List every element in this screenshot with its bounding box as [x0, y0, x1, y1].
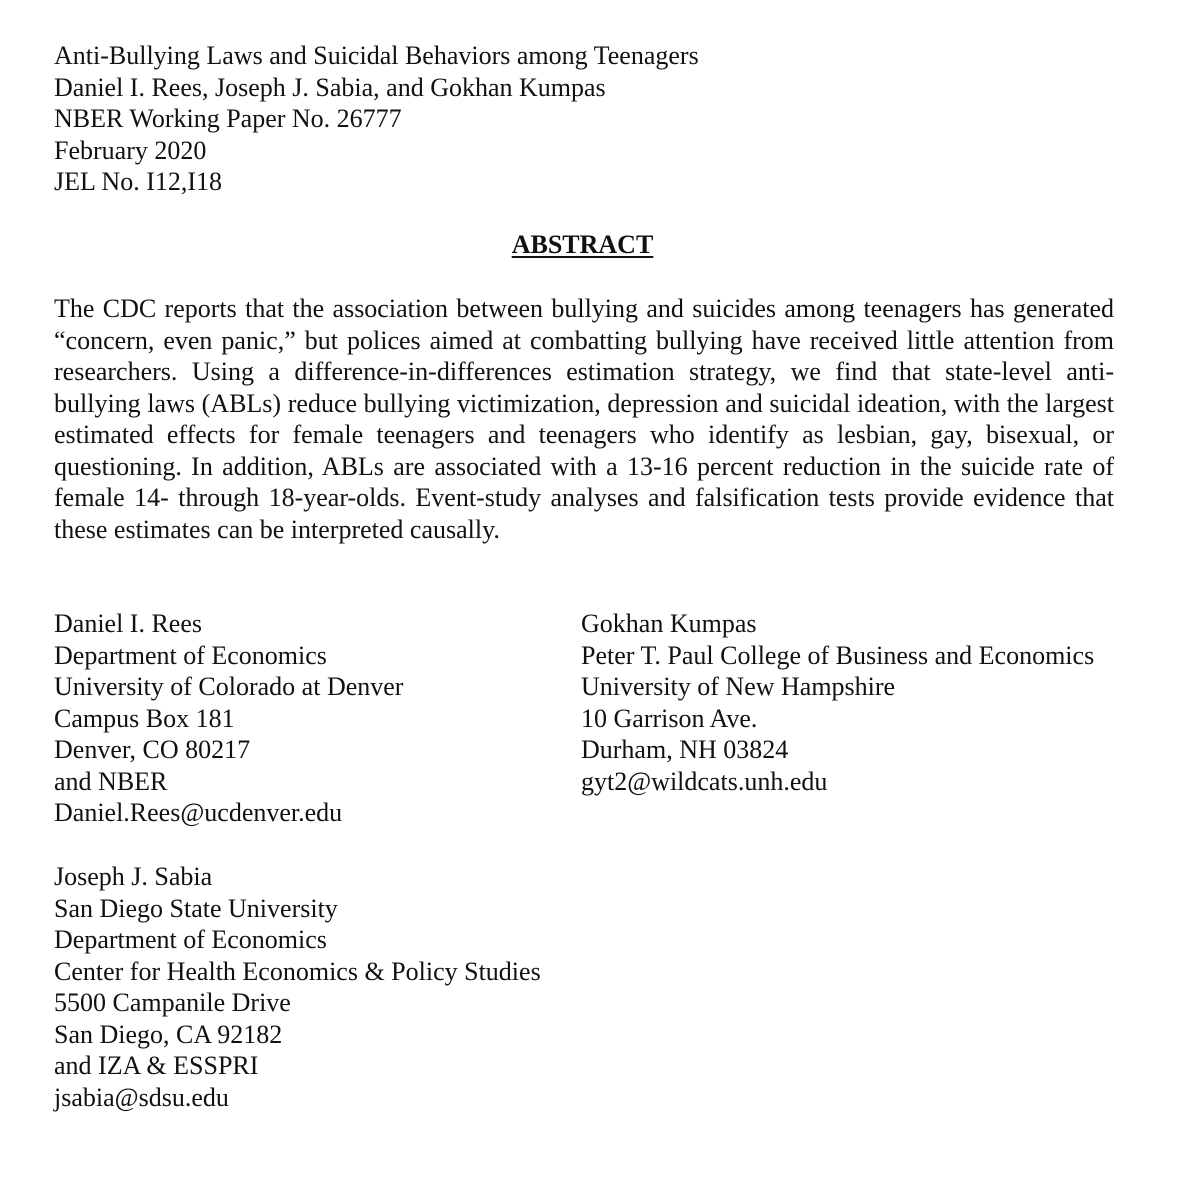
- address-line: Department of Economics: [54, 640, 327, 670]
- address-line: and IZA & ESSPRI: [54, 1051, 259, 1080]
- abstract-text: The CDC reports that the association between bullying and suicides among teenagers has generated “concern, even panic,” but polices aimed at combatting bullying have received little attention from researchers. Using a difference-in-differences estimation strategy, we find that state-level anti-bullying laws (ABLs) reduce bullying victimization, depression and suicidal ideation, with the largest estimated effects for female teenagers and teenagers who identify as lesbian, gay, bisexual, or questioning. In addition, ABLs are associated with a 13-16 percent reduction in the suicide rate of female 14- through 18-year-olds. Event-study analyses and falsification tests provide evidence that these estimates can be interpreted causally.: [54, 294, 1114, 544]
- address-line: Department of Economics: [54, 925, 327, 954]
- address-line: University of Colorado at Denver: [54, 672, 404, 701]
- address-email: Daniel.Rees@ucdenver.edu: [54, 798, 343, 827]
- paper-series: NBER Working Paper No. 26777: [54, 104, 402, 133]
- address-email: gyt2@wildcats.unh.edu: [581, 766, 828, 796]
- address-block-kumpas: [581, 608, 1094, 797]
- address-line: Peter T. Paul College of Business and Economics: [581, 640, 1095, 670]
- address-name: Joseph J. Sabia: [54, 862, 213, 891]
- address-line: San Diego State University: [54, 893, 338, 923]
- address-block-rees: [54, 608, 403, 829]
- address-line: University of New Hampshire: [581, 672, 896, 701]
- abstract-heading: ABSTRACT: [511, 230, 654, 259]
- address-line: and NBER: [54, 766, 168, 796]
- address-block-sabia: [54, 861, 541, 1113]
- paper-jel: JEL No. I12,I18: [54, 167, 223, 196]
- paper-authors: Daniel I. Rees, Joseph J. Sabia, and Gokhan Kumpas: [54, 72, 606, 102]
- address-line: San Diego, CA 92182: [54, 1019, 283, 1049]
- address-name: Gokhan Kumpas: [581, 609, 757, 638]
- paper-date: February 2020: [54, 135, 207, 165]
- paper-title: Anti-Bullying Laws and Suicidal Behaviors among Teenagers: [54, 41, 699, 70]
- address-line: Center for Health Economics & Policy Studies: [54, 956, 541, 986]
- address-line: 10 Garrison Ave.: [581, 703, 758, 733]
- address-line: Durham, NH 03824: [581, 735, 789, 764]
- address-line: 5500 Campanile Drive: [54, 988, 291, 1017]
- address-name: Daniel I. Rees: [54, 609, 203, 638]
- address-line: Campus Box 181: [54, 703, 235, 733]
- address-email: jsabia@sdsu.edu: [54, 1082, 229, 1112]
- paper-header: [54, 40, 699, 198]
- address-line: Denver, CO 80217: [54, 735, 251, 764]
